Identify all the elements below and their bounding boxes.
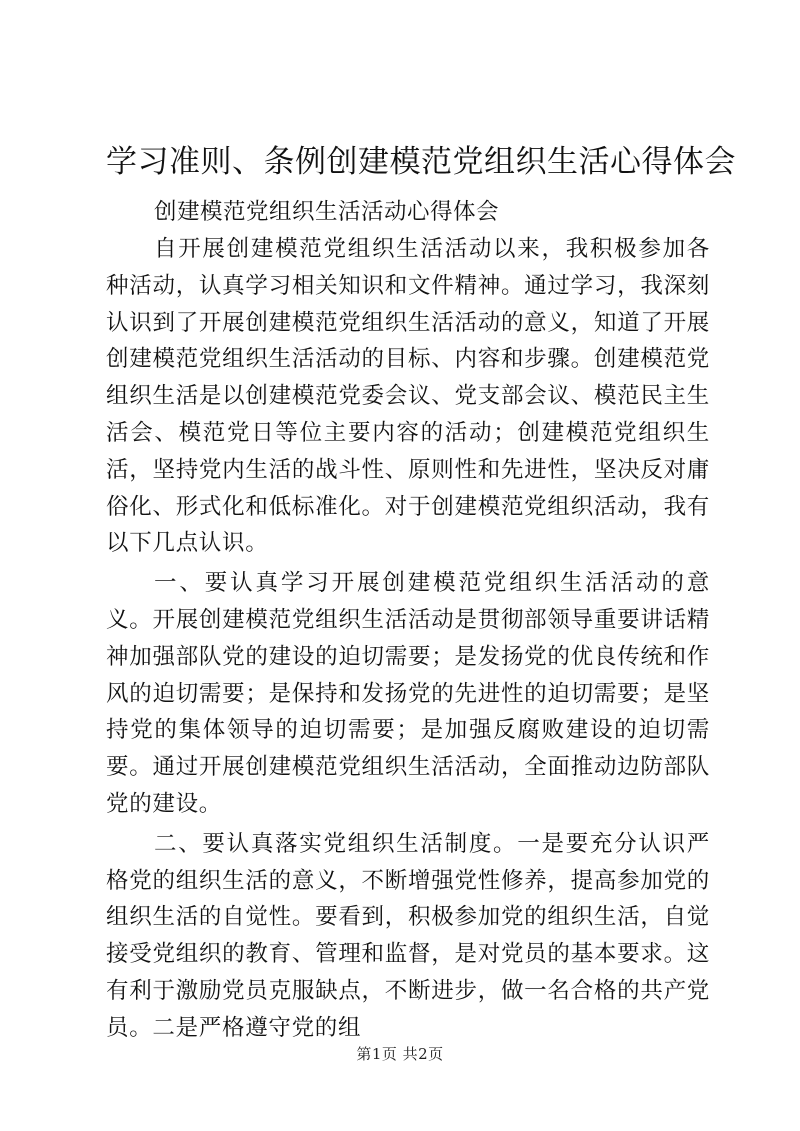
- document-subtitle: 创建模范党组织生活活动心得体会: [154, 199, 500, 225]
- document-body: [106, 231, 710, 1050]
- page-footer: 第1页 共2页: [356, 1045, 444, 1063]
- paragraph-point-one: 一、要认真学习开展创建模范党组织生活活动的意义。开展创建模范党组织生活活动是贯彻部领导重要讲话精神加强部队党的建设的迫切需要；是发扬党的优良传统和作风的迫切需要；是保持和发扬党的先进性的迫切需要；是坚持党的集体领导的迫切需要；是加强反腐败建设的迫切需要。通过开展创建模范党组织生活活动，全面推动边防部队党的建设。: [106, 570, 710, 817]
- document-title: 学习准则、条例创建模范党组织生活心得体会: [106, 144, 736, 180]
- paragraph-intro: 自开展创建模范党组织生活活动以来，我积极参加各种活动，认真学习相关知识和文件精神。通过学习，我深刻认识到了开展创建模范党组织生活活动的意义，知道了开展创建模范党组织生活活动的目标、内容和步骤。创建模范党组织生活是以创建模范党委会议、党支部会议、模范民主生活会、模范党日等位主要内容的活动；创建模范党组织生活，坚持党内生活的战斗性、原则性和先进性，坚决反对庸俗化、形式化和低标准化。对于创建模范党组织活动，我有以下几点认识。: [106, 236, 710, 557]
- paragraph-point-two: 二、要认真落实党组织生活制度。一是要充分认识严格党的组织生活的意义，不断增强党性修养，提高参加党的组织生活的自觉性。要看到，积极参加党的组织生活，自觉接受党组织的教育、管理和监督，是对党员的基本要求。这有利于激励党员克服缺点，不断进步，做一名合格的共产党员。二是严格遵守党的组: [106, 830, 710, 1041]
